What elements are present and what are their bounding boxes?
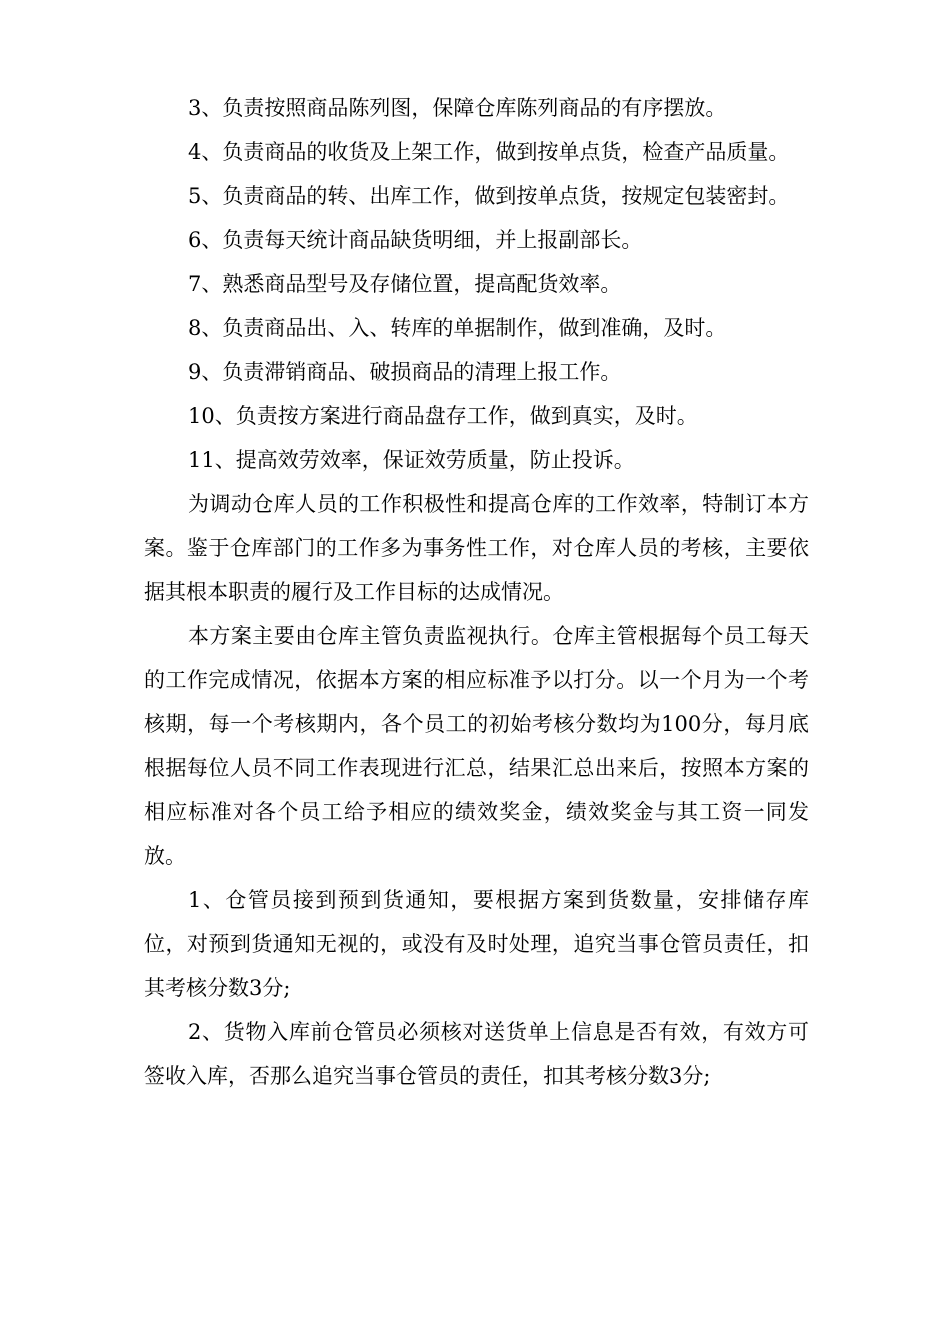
paragraph-purpose: 为调动仓库人员的工作积极性和提高仓库的工作效率，特制订本方案。鉴于仓库部门的工作多为事务性工作，对仓库人员的考核，主要依据其根本职责的履行及工作目标的达成情况。 (144, 492, 809, 604)
paragraph-execution: 本方案主要由仓库主管负责监视执行。仓库主管根据每个员工每天的工作完成情况，依据本方案的相应标准予以打分。以一个月为一个考核期，每一个考核期内，各个员工的初始考核分数均为100分，每月底根据每位人员不同工作表现进行汇总，结果汇总出来后，按照本方案的相应标准对各个员工给予相应的绩效奖金，绩效奖金与其工资一同发放。 (144, 624, 809, 868)
paragraph-rule-2: 2、货物入库前仓管员必须核对送货单上信息是否有效，有效方可签收入库，否那么追究当事仓管员的责任，扣其考核分数3分; (144, 1020, 809, 1088)
document-body (144, 86, 809, 1098)
paragraph-duty-11: 11、提高效劳效率，保证效劳质量，防止投诉。 (188, 448, 635, 472)
paragraph-duty-5: 5、负责商品的转、出库工作，做到按单点货，按规定包装密封。 (188, 184, 790, 208)
paragraph-rule-1: 1、仓管员接到预到货通知，要根据方案到货数量，安排储存库位，对预到货通知无视的，或没有及时处理，追究当事仓管员责任，扣其考核分数3分; (144, 888, 809, 1000)
paragraph-duty-9: 9、负责滞销商品、破损商品的清理上报工作。 (188, 360, 622, 384)
paragraph-duty-7: 7、熟悉商品型号及存储位置，提高配货效率。 (188, 272, 622, 296)
paragraph-duty-10: 10、负责按方案进行商品盘存工作，做到真实，及时。 (188, 404, 698, 428)
paragraph-duty-8: 8、负责商品出、入、转库的单据制作，做到准确，及时。 (188, 316, 727, 340)
paragraph-duty-6: 6、负责每天统计商品缺货明细，并上报副部长。 (188, 228, 643, 252)
paragraph-duty-3: 3、负责按照商品陈列图，保障仓库陈列商品的有序摆放。 (188, 96, 727, 120)
paragraph-duty-4: 4、负责商品的收货及上架工作，做到按单点货，检查产品质量。 (188, 140, 790, 164)
